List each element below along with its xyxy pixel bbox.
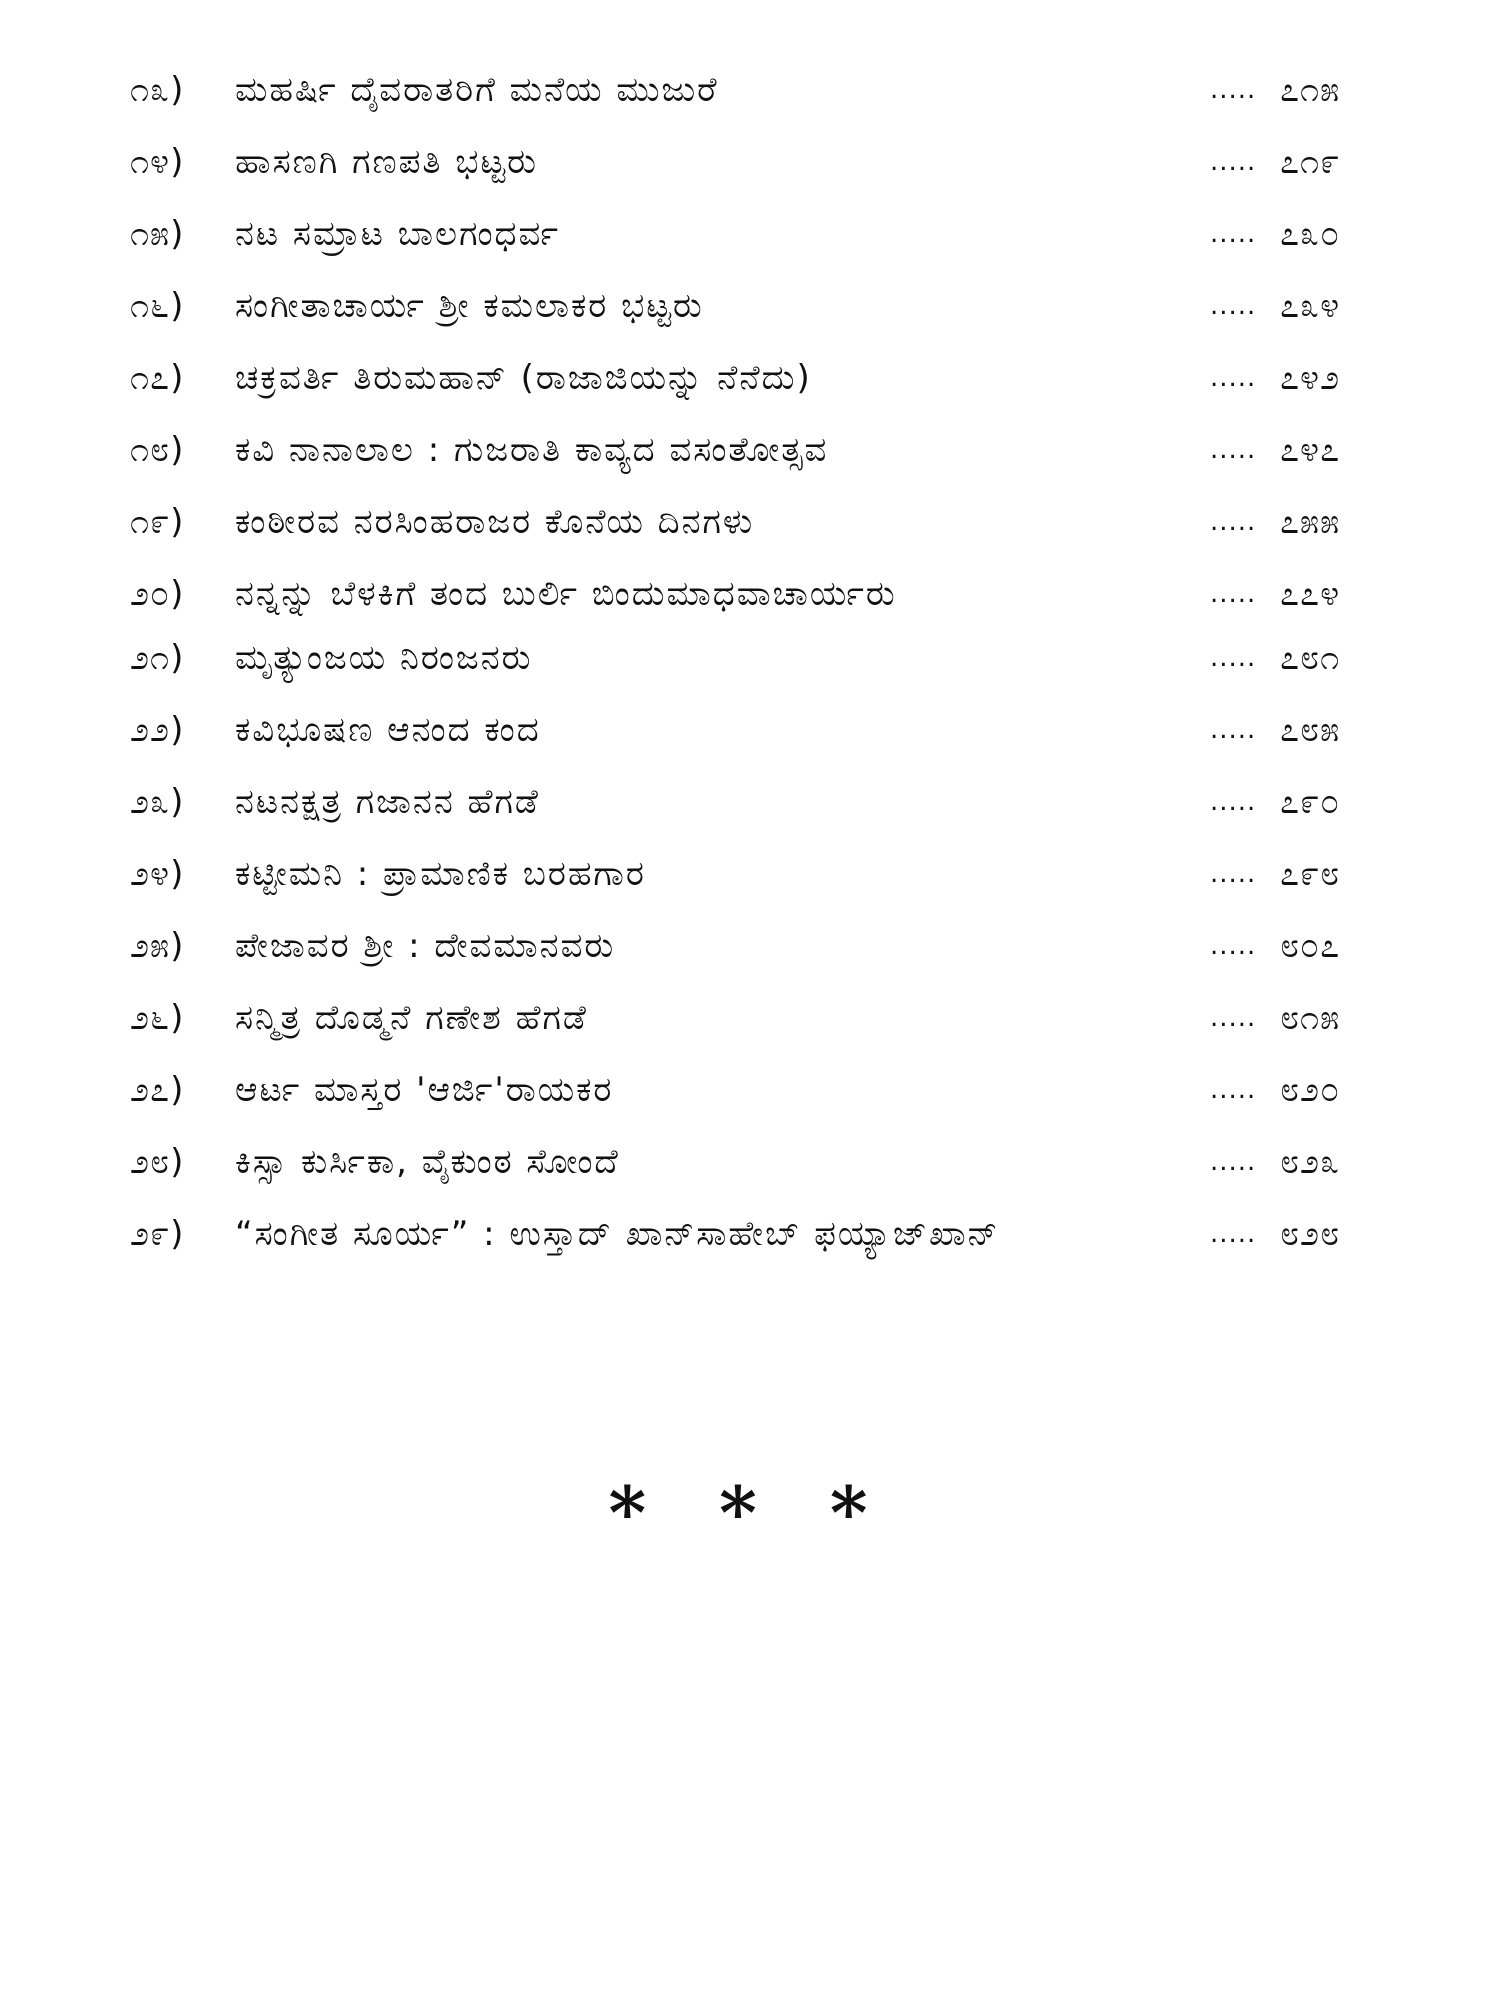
dot-leader: .....: [1210, 715, 1257, 745]
entry-title: ಕವಿ ನಾನಾಲಾಲ : ಗುಜರಾತಿ ಕಾವ್ಯದ ವಸಂತೋತ್ಸವ: [235, 430, 829, 470]
dot-leader: .....: [1210, 931, 1257, 961]
toc-entry: [130, 132, 1390, 192]
toc-entry: [130, 204, 1390, 264]
entry-page-number: ೭೫೫: [1280, 502, 1341, 542]
toc-entry: [130, 276, 1390, 336]
entry-title: ಕಿಸ್ಸಾ ಕುರ್ಸಿಕಾ, ವೈಕುಂಠ ಸೋಂದೆ: [235, 1142, 620, 1182]
toc-entry: [130, 988, 1390, 1048]
dot-leader: .....: [1210, 147, 1257, 177]
entry-title: “ಸಂಗೀತ ಸೂರ್ಯ” : ಉಸ್ತಾದ್ ಖಾನ್‌ಸಾಹೇಬ್ ಫಯ್ಯಾಜ್‌ಖಾನ್: [235, 1214, 1000, 1254]
entry-number: ೨೭): [130, 1070, 185, 1110]
toc-entry: [130, 420, 1390, 480]
entry-page-number: ೭೪೭: [1280, 430, 1341, 470]
dot-leader: .....: [1210, 291, 1257, 321]
entry-title: ಕಂಠೀರವ ನರಸಿಂಹರಾಜರ ಕೊನೆಯ ದಿನಗಳು: [235, 502, 755, 542]
dot-leader: .....: [1210, 1219, 1257, 1249]
dot-leader: .....: [1210, 643, 1257, 673]
toc-entry: [130, 772, 1390, 832]
entry-title: ನಟನಕ್ಷತ್ರ ಗಜಾನನ ಹೆಗಡೆ: [235, 782, 540, 822]
entry-number: ೧೬): [130, 286, 185, 326]
entry-number: ೨೫): [130, 926, 185, 966]
dot-leader: .....: [1210, 579, 1257, 609]
entry-page-number: ೭೯೦: [1280, 782, 1341, 822]
entry-title: ಕಟ್ಟೀಮನಿ : ಪ್ರಾಮಾಣಿಕ ಬರಹಗಾರ: [235, 854, 646, 894]
entry-page-number: ೭೮೫: [1280, 710, 1341, 750]
entry-title: ಆರ್ಟ ಮಾಸ್ತರ 'ಆರ್ಜಿ'ರಾಯಕರ: [235, 1070, 614, 1110]
entry-page-number: ೭೮೧: [1280, 638, 1341, 678]
dot-leader: .....: [1210, 219, 1257, 249]
entry-title: ಸಂಗೀತಾಚಾರ್ಯ ಶ್ರೀ ಕಮಲಾಕರ ಭಟ್ಟರು: [235, 286, 704, 326]
toc-entry: [130, 700, 1390, 760]
dot-leader: .....: [1210, 363, 1257, 393]
entry-page-number: ೭೯೮: [1280, 854, 1341, 894]
toc-entry: [130, 916, 1390, 976]
dot-leader: .....: [1210, 859, 1257, 889]
entry-page-number: ೭೪೨: [1280, 358, 1341, 398]
entry-number: ೨೧): [130, 638, 185, 678]
entry-page-number: ೭೧೫: [1280, 70, 1341, 110]
entry-page-number: ೮೨೦: [1280, 1070, 1341, 1110]
entry-number: ೧೩): [130, 70, 185, 110]
toc-entry: [130, 1204, 1390, 1264]
dot-leader: .....: [1210, 1147, 1257, 1177]
entry-title: ಹಾಸಣಗಿ ಗಣಪತಿ ಭಟ್ಟರು: [235, 142, 538, 182]
toc-entry: [130, 628, 1390, 688]
entry-number: ೨೦): [130, 574, 185, 614]
entry-title: ಮೃತ್ಯುಂಜಯ ನಿರಂಜನರು: [235, 638, 533, 678]
toc-entry: [130, 844, 1390, 904]
entry-page-number: ೮೨೩: [1280, 1142, 1341, 1182]
dot-leader: .....: [1210, 1075, 1257, 1105]
dot-leader: .....: [1210, 1003, 1257, 1033]
entry-number: ೧೭): [130, 358, 185, 398]
entry-title: ಪೇಜಾವರ ಶ್ರೀ : ದೇವಮಾನವರು: [235, 926, 616, 966]
entry-number: ೧೪): [130, 142, 185, 182]
entry-number: ೨೯): [130, 1214, 185, 1254]
entry-page-number: ೭೭೪: [1280, 574, 1341, 614]
toc-entry: [130, 60, 1390, 120]
entry-title: ಸನ್ಮಿತ್ರ ದೊಡ್ಮನೆ ಗಣೇಶ ಹೆಗಡೆ: [235, 998, 588, 1038]
entry-page-number: ೮೧೫: [1280, 998, 1341, 1038]
dot-leader: .....: [1210, 75, 1257, 105]
entry-page-number: ೭೩೪: [1280, 286, 1341, 326]
entry-number: ೨೮): [130, 1142, 185, 1182]
entry-number: ೧೫): [130, 214, 185, 254]
toc-entry: [130, 564, 1390, 624]
entry-title: ಚಕ್ರವರ್ತಿ ತಿರುಮಹಾನ್ (ರಾಜಾಜಿಯನ್ನು ನೆನೆದು): [235, 358, 812, 398]
entry-number: ೨೨): [130, 710, 185, 750]
dot-leader: .....: [1210, 507, 1257, 537]
entry-page-number: ೭೧೯: [1280, 142, 1341, 182]
entry-title: ಮಹರ್ಷಿ ದೈವರಾತರಿಗೆ ಮನೆಯ ಮುಜುರೆ: [235, 70, 719, 110]
entry-page-number: ೮೦೭: [1280, 926, 1341, 966]
toc-entry: [130, 348, 1390, 408]
section-end-ornament: * * *: [608, 1470, 892, 1555]
entry-number: ೨೬): [130, 998, 185, 1038]
entry-number: ೧೮): [130, 430, 185, 470]
entry-title: ನಟ ಸಮ್ರಾಟ ಬಾಲಗಂಧರ್ವ: [235, 214, 560, 254]
toc-entry: [130, 1060, 1390, 1120]
entry-page-number: ೮೨೮: [1280, 1214, 1341, 1254]
entry-number: ೨೩): [130, 782, 185, 822]
entry-title: ಕವಿಭೂಷಣ ಆನಂದ ಕಂದ: [235, 710, 541, 750]
dot-leader: .....: [1210, 787, 1257, 817]
toc-entry: [130, 1132, 1390, 1192]
entry-page-number: ೭೩೦: [1280, 214, 1341, 254]
entry-number: ೨೪): [130, 854, 185, 894]
dot-leader: .....: [1210, 435, 1257, 465]
entry-title: ನನ್ನನ್ನು ಬೆಳಕಿಗೆ ತಂದ ಬುರ್ಲಿ ಬಿಂದುಮಾಧವಾಚಾರ್ಯರು: [235, 574, 897, 614]
toc-entry: [130, 492, 1390, 552]
entry-number: ೧೯): [130, 502, 185, 542]
